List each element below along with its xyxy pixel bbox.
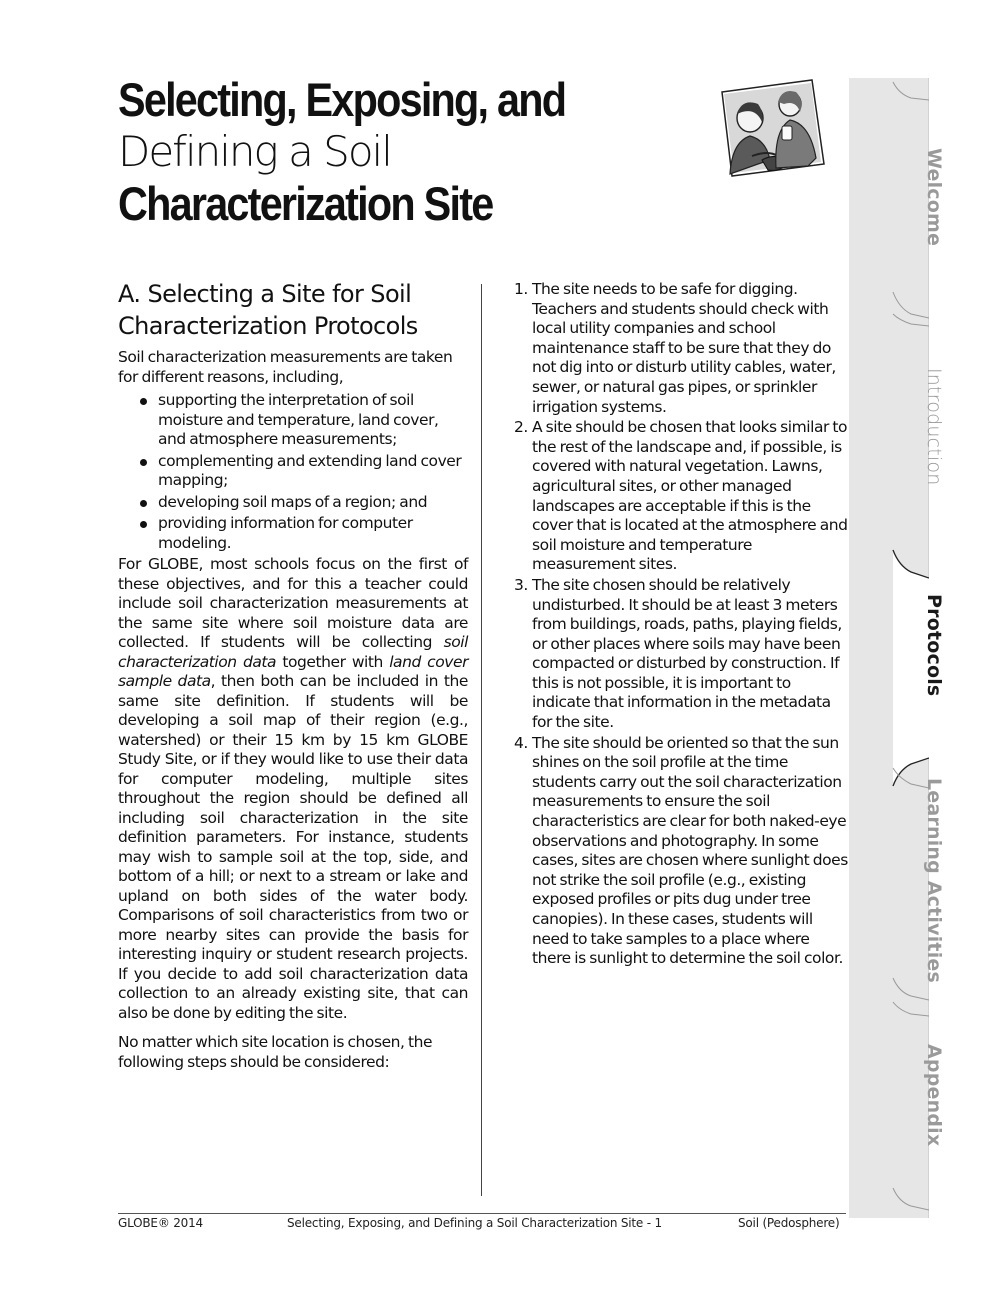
right-column xyxy=(510,280,848,970)
left-column xyxy=(118,278,468,1072)
section-a-heading: A. Selecting a Site for Soil Characterization Protocols xyxy=(118,280,418,340)
footer-center: Selecting, Exposing, and Defining a Soil Characterization Site - 1 xyxy=(287,1216,662,1230)
bullet-icon xyxy=(140,398,147,405)
title-line-2: Defining a Soil xyxy=(118,127,391,176)
list-item: 4. The site should be oriented so that the sun shines on the soil profile at the time students carry out the soil characterization measurements to ensure the soil characteristics are clear for both naked-eye observations and photography. In some cases, sites are chosen where sunlight does not strike the soil profile (e.g., existing exposed profiles or pits dug under tree canopies). In these cases, students will need to take samples to a place where there is sunlight to determine the soil color. xyxy=(514,733,848,968)
list-item: supporting the interpretation of soil moisture and temperature, land cover, and atmosphere measurements; xyxy=(136,391,468,450)
column-divider xyxy=(481,284,482,1196)
tab-introduction[interactable]: Introduction xyxy=(923,368,945,486)
list-item: providing information for computer modeling. xyxy=(136,514,468,553)
section-a-closing: No matter which site location is chosen, the following steps should be considered: xyxy=(118,1033,433,1071)
list-item: developing soil maps of a region; and xyxy=(136,493,468,513)
footer-left: GLOBE® 2014 xyxy=(118,1216,203,1230)
tab-learning-activities[interactable]: Learning Activities xyxy=(923,778,945,984)
steps-list xyxy=(510,280,848,969)
list-item: complementing and extending land cover mapping; xyxy=(136,452,468,491)
list-item: 2. A site should be chosen that looks similar to the rest of the landscape and, if possible, is covered with natural vegetation. Lawns, agricultural sites, or other managed landscapes are acceptable if this is the cover that is located at the atmosphere and soil moisture and temperature measurement sites. xyxy=(514,418,848,574)
title-line-1: Selecting, Exposing, and xyxy=(118,73,566,126)
side-tab-strip xyxy=(849,78,945,1218)
bullet-icon xyxy=(140,500,147,507)
list-item: 1. The site needs to be safe for digging. Teachers and students should check with local utility companies and school maintenance staff to be sure that they do not dig into or disturb utility cables, water, sewer, or natural gas pipes, or sprinkler irrigation systems. xyxy=(514,280,836,416)
tab-appendix[interactable]: Appendix xyxy=(923,1044,945,1147)
footer-right: Soil (Pedosphere) xyxy=(738,1216,840,1230)
reasons-list xyxy=(136,391,468,553)
page-title xyxy=(118,74,678,230)
section-a-intro: Soil characterization measurements are taken for different reasons, including, xyxy=(118,348,453,386)
tab-protocols[interactable]: Protocols xyxy=(923,594,945,697)
bullet-icon xyxy=(140,459,147,466)
section-a-body: For GLOBE, most schools focus on the first of these objectives, and for this a teacher could include soil characterization measurements at the same site where soil moisture data are collected. If students will be collecting soil characterization data together with land cover sample data, then both can be included in the same site definition. If students will be developing a soil map of their region (e.g., watershed) or their 15 km by 15 km GLOBE Study Site, or if they would like to use their data for computer modeling, multiple sites throughout the region should be defined all including soil characterization in the site definition parameters. For instance, students may wish to sample soil at the top, side, and bottom of a hill; or next to a stream or lake and upland on both sides of the water body. Comparisons of soil characteristics from two or more nearby sites can provide the basis for interesting inquiry or student research projects. If you decide to add soil characterization data collection to an already existing site, that can also be done by editing the site. xyxy=(118,555,469,1022)
list-item: 3. The site chosen should be relatively undisturbed. It should be at least 3 meters from buildings, roads, paths, playing fields, or other places where soils may have been compacted or disturbed by construction. If this is not possible, it is important to indicate that information in the metadata for the site. xyxy=(514,575,842,732)
footer-divider xyxy=(118,1213,846,1214)
bullet-icon xyxy=(140,521,147,528)
tab-welcome[interactable]: Welcome xyxy=(923,148,945,247)
students-illustration xyxy=(712,78,828,182)
title-line-3: Characterization Site xyxy=(118,177,493,230)
